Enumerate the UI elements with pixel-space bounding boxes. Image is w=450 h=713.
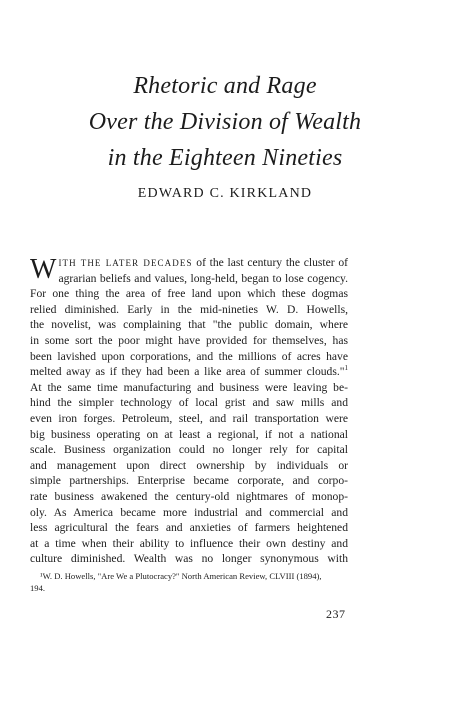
text-line: oly. As America became more industrial and commercial and — [30, 505, 348, 519]
text-line: at a time when their ability to influence their own destiny and — [30, 536, 348, 550]
text-line — [30, 255, 348, 271]
text-line: simple partnerships. Enterprise became corporate, and corpo- — [30, 474, 348, 488]
text-line: the novelist, was complaining that "the public domain, where — [30, 318, 348, 332]
opening-smallcaps: ITH THE LATER DECADES — [58, 258, 193, 268]
title-line-2: Over the Division of Wealth — [88, 109, 362, 135]
drop-cap: W — [30, 254, 57, 285]
footnote-line-1: ¹W. D. Howells, "Are We a Plutocracy?" North American Review, CLVIII (1894), — [40, 571, 322, 581]
text-line-content: melted away as if they had been a like area of summer clouds." — [30, 365, 345, 379]
text-line: hind the simpler technology of local grist and saw mills and — [30, 396, 348, 410]
opening-line-rest: of the last century the cluster of — [196, 256, 348, 269]
body-paragraph — [30, 255, 348, 567]
text-line: At the same time manufacturing and business were leaving be- — [30, 380, 348, 394]
text-line-with-footnote — [30, 364, 348, 380]
text-line: rate business awakened the century-old nightmares of monop- — [30, 489, 348, 503]
text-line: big business operating on at least a regional, if not a national — [30, 427, 348, 441]
footnote-marker: 1 — [344, 364, 348, 373]
text-line: relied diminished. Early in the mid-nineties W. D. Howells, — [30, 302, 348, 316]
text-line: culture diminished. Wealth was no longer synonymous with — [30, 552, 348, 566]
text-line: scale. Business organization could no longer rely for capital — [30, 443, 348, 457]
text-line: less agricultural the fears and anxieties of farmers heightened — [30, 521, 348, 535]
title-line-3: in the Eighteen Nineties — [107, 145, 343, 171]
page-number: 237 — [326, 607, 346, 621]
footnote — [30, 570, 348, 594]
text-line: even iron forges. Petroleum, steel, and rail transportation were — [30, 411, 348, 425]
text-line: For one thing the area of free land upon which these dogmas — [30, 287, 348, 301]
footnote-line-2: 194. — [30, 583, 46, 593]
author-name: EDWARD C. KIRKLAND — [137, 186, 313, 201]
text-line: and management upon direct ownership by individuals or — [30, 458, 348, 472]
article-title — [0, 68, 450, 176]
text-line: agrarian beliefs and values, long-held, began to lose cogency. — [58, 271, 348, 285]
text-line: in some sort the poor might have provided for themselves, has — [30, 333, 348, 347]
text-line: been lavished upon corporations, and the millions of acres have — [30, 349, 348, 363]
title-line-1: Rhetoric and Rage — [133, 73, 317, 99]
